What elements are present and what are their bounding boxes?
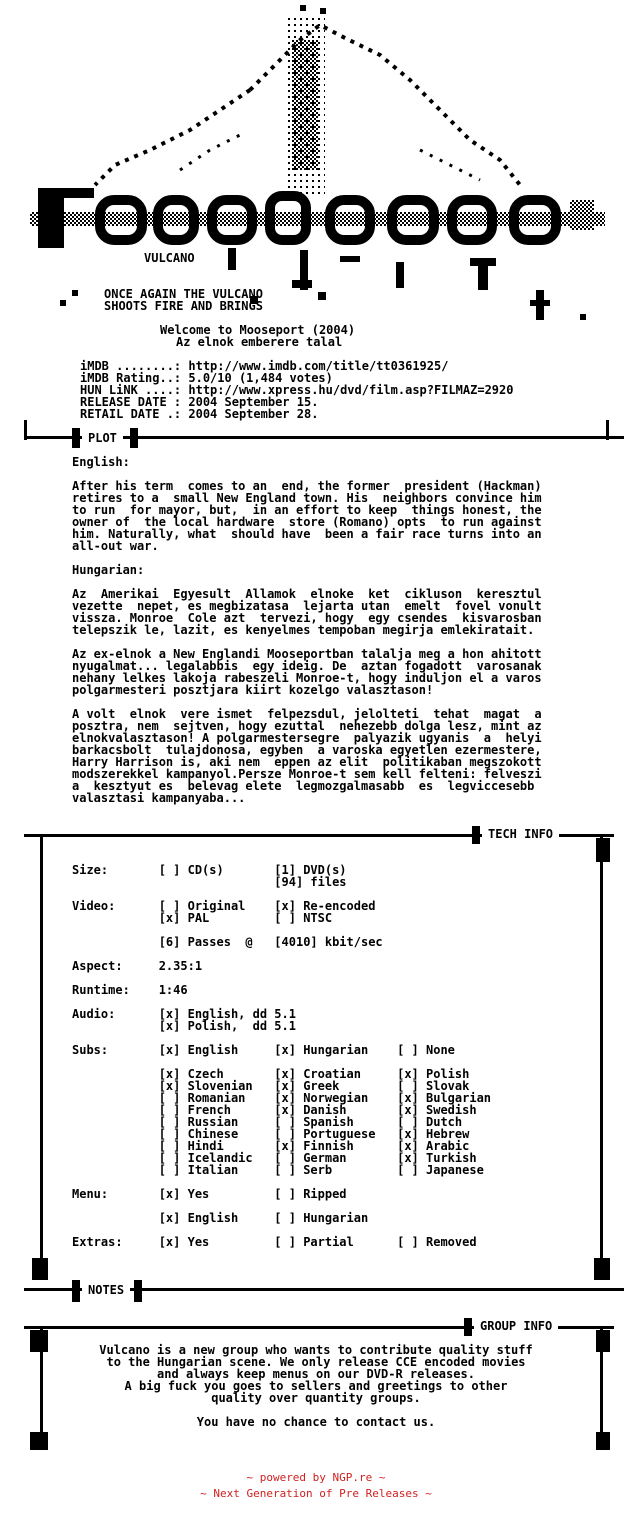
group-tag: VULCANO	[144, 251, 195, 265]
plot-label: PLOT	[82, 432, 123, 444]
group-info-label: GROUP INFO	[474, 1320, 558, 1332]
imdb-rating: iMDB Rating..: 5.0/10 (1,484 votes)	[80, 371, 333, 385]
hun-link[interactable]: HUN LiNK ....: http://www.xpress.hu/dvd/film.asp?FILMAZ=2920	[80, 383, 514, 397]
vulcano-letters-icon	[30, 188, 605, 248]
notes-label: NOTES	[82, 1284, 130, 1296]
retail-date: RETAIL DATE .: 2004 September 28.	[80, 407, 319, 421]
release-date: RELEASE DATE : 2004 September 15.	[80, 395, 319, 409]
footer-tagline: ~ Next Generation of Pre Releases ~	[200, 1487, 432, 1500]
slogan-line-1: ONCE AGAIN THE VULCANO	[104, 287, 263, 301]
welcome-subtitle: Az elnok emberere talal	[176, 335, 343, 349]
tech-info-text: Size: [ ] CD(s) [1] DVD(s) [94] files Video: [ ] Original [x] Re-encoded [x] PAL [ ] NTSC [6] Passes @ [4010] kbit/sec Aspect: 2.35:1 Runtime: 1:46 Audio: [x] English, dd 5.1 [x] Polish, dd 5.1 Subs: [x] English [x] Hungarian [ ] None [x] Czech [x] Croatian [x] Polish [x] Slovenian [x] Greek [ ] Slovak [ ] Romanian [x] Norwegian [x] Bulgarian [ ] French [x] Danish [x] Swedish [ ] Russian [ ] Spanish [ ] Dutch [ ] Chinese [ ] Portuguese [x] Hebrew [ ] Hindi [x] Finnish [x] Arabic [ ] Icelandic [ ] German [x] Turkish [ ] Italian [ ] Serb [ ] Japanese Menu: [x] Yes [ ] Ripped [x] English [ ] Hungarian Extras: [x] Yes [ ] Partial [ ] Removed	[72, 863, 492, 1249]
group-info-text: Vulcano is a new group who wants to contribute quality stuff to the Hungarian scene. We only release CCE encoded movies and always keep menus on our DVD-R releases. A big fuck you goes to sellers and greetings to other quality over quantity groups. You have no chance to contact us.	[99, 1343, 533, 1429]
welcome-title: Welcome to Mooseport (2004)	[160, 323, 356, 337]
smoke-plume-icon	[285, 5, 326, 195]
imdb-link[interactable]: iMDB ........: http://www.imdb.com/title/tt0361925/	[80, 359, 449, 373]
footer-powered-by[interactable]: ~ powered by NGP.re ~	[246, 1471, 386, 1484]
plot-text: English: After his term comes to an end, the former president (Hackman) retires to a small New England town. His neighbors convince him to run for mayor, but, in an effort to keep things honest, the owner of the local hardware store (Romano) opts to run against him. Naturally, what should have been a fair race turns into an all-out war. Hungarian: Az Amerikai Egyesult Allamok elnoke ket cikluson keresztul vezette nepet, es megbizatasa lejarta utan emelt fovel vonult vissza. Monroe Cole azt tervezi, hogy egy csendes kisvarosban telepszik le, lazit, es kenyelmes tempoban megirja emlekiratait. Az ex-elnok a New Englandi Mooseportban talalja meg a hon ahitott nyugalmat... legalabbis egy ideig. De aztan fogadott varosanak nehany lelkes lakoja rabeszeli Monroe-t, hogy induljon el a varos polgarmesteri posztjara kiirt kozelgo valasztason! A volt elnok vere ismet felpezsdul, jelolteti tehat magat a posztra, nem sejtven, hogy ezuttal nehezebb dolga lesz, mint az elnokvalasztason! A polgarmestersegre palyazik ugyanis a helyi barkacsbolt tulajdonosa, egyben a varoska egyetlen ezermestere, Harry Harrison is, aki nem eppen az elit politikaban megszokott modszerekkel kampanyol.Persze Monroe-t sem kell felteni: felveszi a kesztyut es belevag elete legmozgalmasabb es legviccesebb valasztasi kampanyaba...	[72, 455, 542, 805]
slogan-line-2: SHOOTS FIRE AND BRINGS	[104, 299, 263, 313]
volcano-logo-art	[0, 0, 632, 320]
tech-info-label: TECH INFO	[482, 828, 559, 840]
